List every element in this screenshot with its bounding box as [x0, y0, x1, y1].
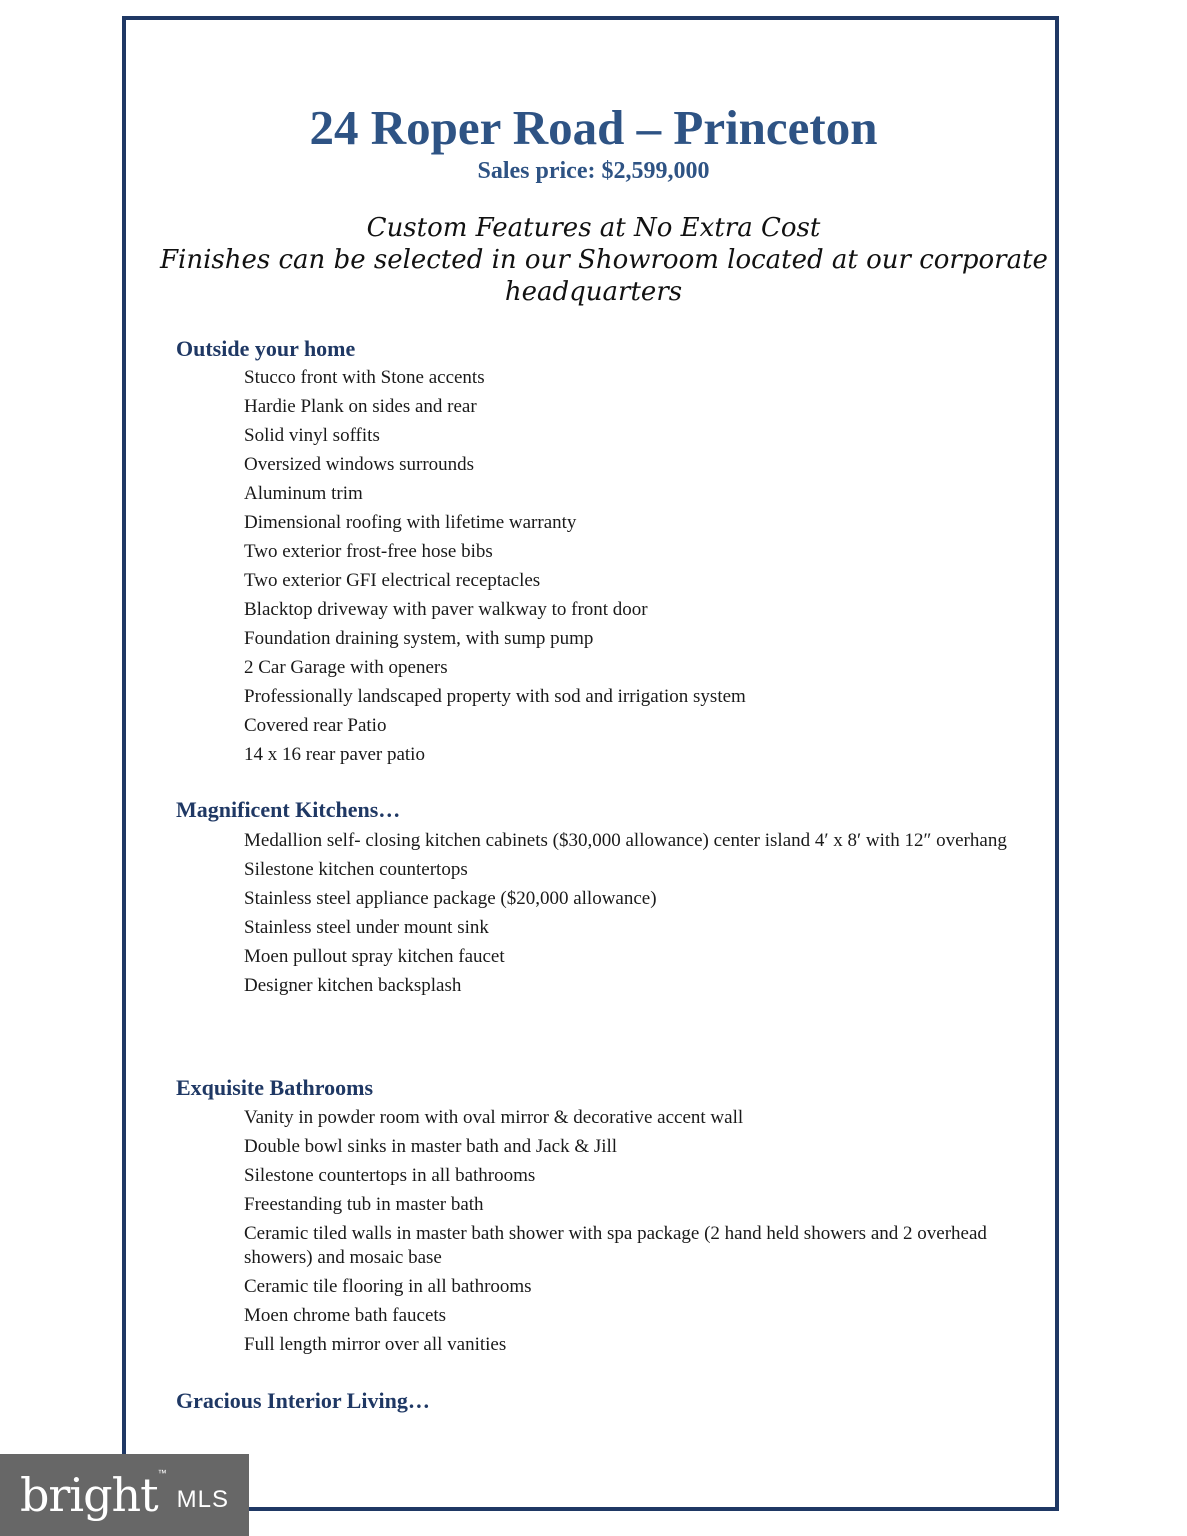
- logo-suffix: MLS: [176, 1486, 230, 1513]
- section-heading-outside: Outside your home: [176, 336, 356, 361]
- list-item: Moen pullout spray kitchen faucet: [244, 946, 505, 967]
- list-item: Ceramic tile flooring in all bathrooms: [244, 1276, 532, 1297]
- list-item: Ceramic tiled walls in master bath shower with spa package (2 hand held showers and 2 overhead showers) and mosaic base: [244, 1223, 987, 1268]
- bright-mls-logo: [0, 1454, 249, 1536]
- list-item: Medallion self- closing kitchen cabinets ($30,000 allowance) center island 4′ x 8′ with 12″ overhang: [244, 830, 1007, 851]
- section-heading-interior: Gracious Interior Living…: [176, 1388, 430, 1413]
- list-item: Aluminum trim: [244, 483, 363, 504]
- list-item: Two exterior GFI electrical receptacles: [244, 570, 541, 591]
- logo-trademark: ™: [157, 1468, 167, 1478]
- list-item: Silestone countertops in all bathrooms: [244, 1165, 536, 1186]
- list-item: Stucco front with Stone accents: [244, 367, 485, 388]
- list-item: 2 Car Garage with openers: [244, 657, 448, 678]
- note-line: headquarters: [504, 277, 683, 307]
- list-item: Full length mirror over all vanities: [244, 1334, 507, 1355]
- list-item: Hardie Plank on sides and rear: [244, 396, 477, 417]
- logo-brand: bright: [19, 1468, 158, 1522]
- section-heading-kitchens: Magnificent Kitchens…: [176, 797, 401, 822]
- list-item: Foundation draining system, with sump pump: [244, 628, 594, 649]
- list-item: Two exterior frost-free hose bibs: [244, 541, 493, 562]
- list-item: Professionally landscaped property with sod and irrigation system: [244, 686, 746, 707]
- section-list-bathrooms: [244, 1106, 1019, 1362]
- list-item: Dimensional roofing with lifetime warranty: [244, 512, 577, 533]
- note-line: Finishes can be selected in our Showroom located at our corporate: [160, 245, 1048, 275]
- sales-price: Sales price: $2,599,000: [477, 158, 710, 184]
- custom-features-note: [160, 212, 1048, 308]
- page-title: 24 Roper Road – Princeton: [309, 100, 878, 155]
- list-item: Silestone kitchen countertops: [244, 859, 468, 880]
- list-item: Freestanding tub in master bath: [244, 1194, 484, 1215]
- list-item: Blacktop driveway with paver walkway to front door: [244, 599, 648, 620]
- list-item: Moen chrome bath faucets: [244, 1305, 447, 1326]
- list-item: Covered rear Patio: [244, 715, 387, 736]
- section-list-outside: [244, 366, 1019, 772]
- section-heading-bathrooms: Exquisite Bathrooms: [176, 1075, 374, 1100]
- list-item: Stainless steel under mount sink: [244, 917, 489, 938]
- list-item: Designer kitchen backsplash: [244, 975, 462, 996]
- list-item: Stainless steel appliance package ($20,000 allowance): [244, 888, 657, 909]
- list-item: Solid vinyl soffits: [244, 425, 380, 446]
- section-list-kitchens: [244, 829, 1019, 1003]
- list-item: Double bowl sinks in master bath and Jack & Jill: [244, 1136, 618, 1157]
- list-item: 14 x 16 rear paver patio: [244, 744, 425, 765]
- list-item: Vanity in powder room with oval mirror & decorative accent wall: [244, 1107, 744, 1128]
- note-line: Custom Features at No Extra Cost: [366, 213, 821, 243]
- list-item: Oversized windows surrounds: [244, 454, 475, 475]
